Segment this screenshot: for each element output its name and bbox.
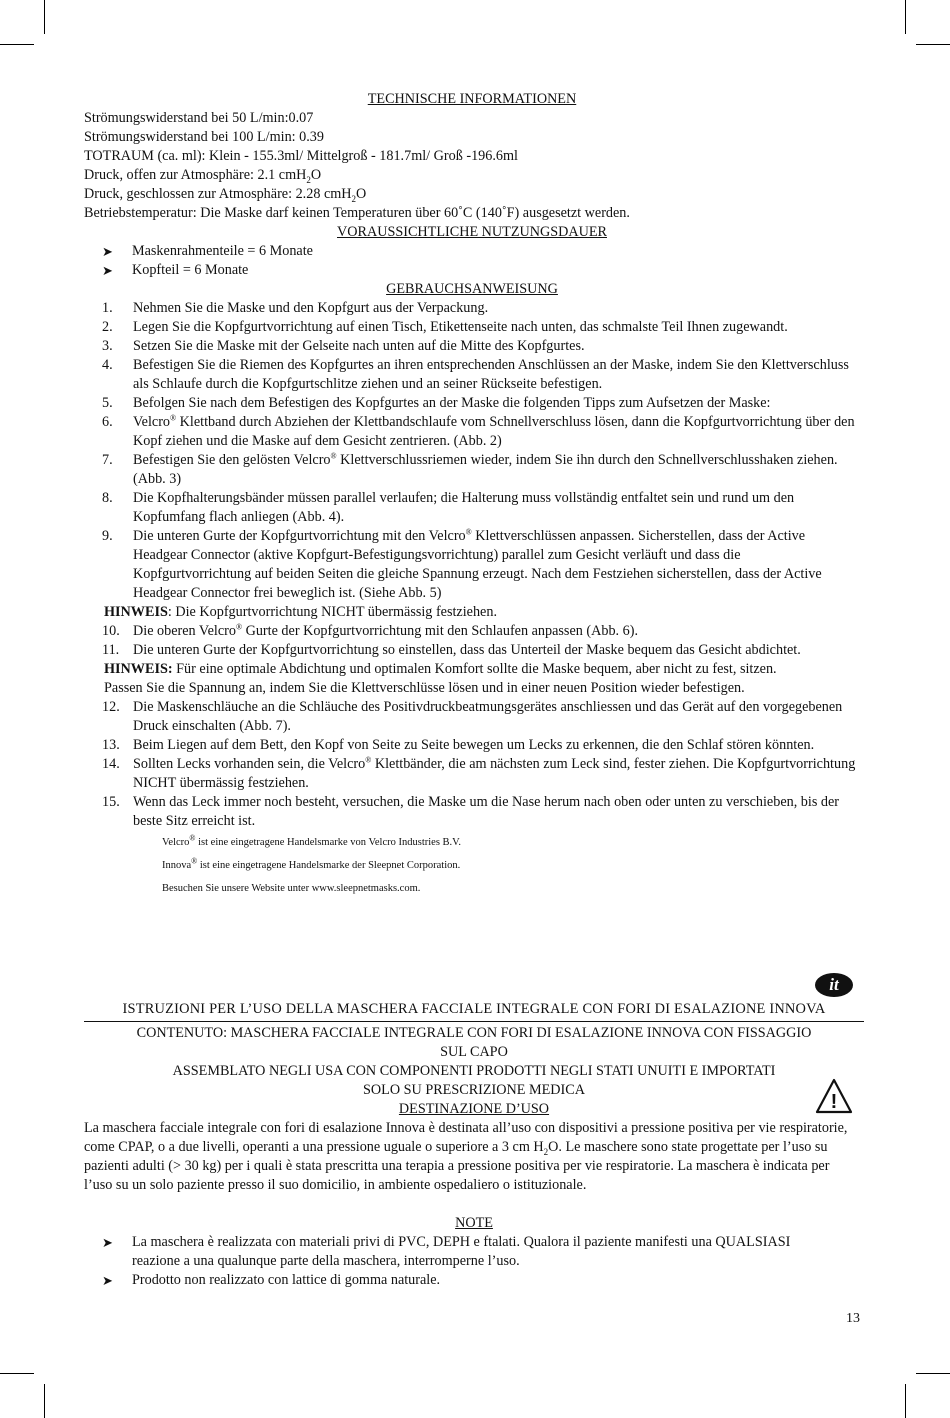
italian-section: [84, 1024, 864, 1290]
arrow-bullet-icon: ➤: [102, 1273, 113, 1288]
steps-list: [84, 622, 860, 660]
trademark-note: Velcro® ist eine eingetragene Handelsmarke von Velcro Industries B.V.: [162, 833, 462, 848]
step-item: 9. Die unteren Gurte der Kopfgurtvorrichtung mit den Velcro® Klettverschlüssen anpassen. Sicherstellen, dass der Active Headgear Connector (aktive Kopfgurt-Befestigungsvorrichtung) parallel zum Gesicht verläuft und dass die Kopfgurtvorrichtung auf beiden Seiten die gleiche Spannung erzeugt. Nach dem Festziehen sicherstellen, dass der Active Headgear Connector frei beweglich ist. (Siehe Abb. 5): [102, 527, 822, 601]
crop-mark: [0, 44, 34, 45]
crop-mark: [905, 0, 906, 34]
list-item: ➤ Kopfteil = 6 Monate: [102, 262, 249, 278]
pressure-open-line: Druck, offen zur Atmosphäre: 2.1 cmH$_2$O: [84, 167, 322, 185]
intended-use-paragraph: La maschera facciale integrale con fori di esalazione Innova è destinata all’uso con dispositivi a pressione positiva per vie respiratorie, come CPAP, o a due livelli, operanti a una pressione uguale o superiore a 3 cm $H_2O$. Le maschere sono state progettate per l’uso su pazienti adulti (> 30 kg) per i quali è stata prescritta una terapia a pressione positiva per vie respiratorie. La maschera è indicata per l’uso su un solo paziente presso il suo domicilio, in ambiente ospedaliero o istituzionale.: [84, 1120, 848, 1193]
pressure-closed-line: Druck, geschlossen zur Atmosphäre: 2.28 cmH$_2$O: [84, 186, 367, 204]
crop-mark: [44, 0, 45, 34]
prescription-line: SOLO SU PRESCRIZIONE MEDICA: [363, 1082, 585, 1098]
crop-mark: [916, 44, 950, 45]
tech-line: Strömungswiderstand bei 50 L/min:0.07: [84, 110, 314, 126]
trademark-note: Innova® ist eine eingetragene Handelsmarke der Sleepnet Corporation.: [162, 856, 461, 871]
step-item: 8. Die Kopfhalterungsbänder müssen parallel verlaufen; die Halterung muss vollständig entfaltet sein und rund um den Kopfumfang flach anliegen (Abb. 4).: [102, 490, 795, 525]
step-item: 10. Die oberen Velcro® Gurte der Kopfgurtvorrichtung mit den Schlaufen anpassen (Abb. 6).: [102, 622, 638, 639]
website-note: Besuchen Sie unsere Website unter www.sleepnetmasks.com.: [162, 883, 421, 894]
svg-text:!: !: [830, 1091, 838, 1113]
arrow-bullet-icon: ➤: [102, 1235, 113, 1250]
step-item: 13. Beim Liegen auf dem Bett, den Kopf von Seite zu Seite bewegen um Lecks zu erkennen, die den Schlaf stören könnten.: [102, 737, 815, 753]
step-item: 15. Wenn das Leck immer noch besteht, versuchen, die Maske um die Nase herum nach oben oder unten zu verschieben, bis der beste Sitz erreicht ist.: [102, 794, 840, 829]
crop-mark: [916, 1373, 950, 1374]
assembled-line: ASSEMBLATO NEGLI USA CON COMPONENTI PRODOTTI NEGLI STATI UNUITI E IMPORTATI: [172, 1063, 776, 1079]
temperature-line: Betriebstemperatur: Die Maske darf keinen Temperaturen über 60˚C (140˚F) ausgesetzt werden.: [84, 205, 630, 221]
hint-note: HINWEIS: Für eine optimale Abdichtung und optimalen Komfort sollte die Maske bequem, aber nicht zu fest, sitzen.: [104, 661, 777, 677]
usage-heading: GEBRAUCHSANWEISUNG: [386, 281, 558, 297]
hint-note: HINWEIS: Die Kopfgurtvorrichtung NICHT übermässig festziehen.: [104, 604, 497, 620]
arrow-bullet-icon: ➤: [102, 263, 113, 278]
page-number: 13: [846, 1311, 860, 1326]
tech-line: TOTRAUM (ca. ml): Klein - 155.3ml/ Mittelgroß - 181.7ml/ Groß -196.6ml: [84, 148, 518, 164]
warning-triangle-icon: [815, 1078, 853, 1114]
step-item: 2. Legen Sie die Kopfgurtvorrichtung auf einen Tisch, Etikettenseite nach unten, das schmalste Teil Ihnen zugewandt.: [102, 319, 788, 335]
tech-heading: TECHNISCHE INFORMATIONEN: [367, 91, 577, 107]
step-item: 4. Befestigen Sie die Riemen des Kopfgurtes an ihren entsprechenden Anschlüssen an der Maske, indem Sie den Klettverschluss als Schlaufe durch die Kopfgurtschlitze ziehen und an seiner Rückseite befestigen.: [102, 357, 849, 392]
life-list: [84, 242, 860, 280]
content-line: CONTENUTO: MASCHERA FACCIALE INTEGRALE CON FORI DI ESALAZIONE INNOVA CON FISSAGGIO: [136, 1025, 812, 1041]
notes-list: [84, 1233, 814, 1290]
intended-use-heading: DESTINAZIONE D’USO: [398, 1101, 550, 1117]
step-item: 3. Setzen Sie die Maske mit der Gelseite nach unten auf die Mitte des Kopfgurtes.: [102, 338, 585, 354]
step-item: 5. Befolgen Sie nach dem Befestigen des Kopfgurtes an der Maske die folgenden Tipps zum Aufsetzen der Maske:: [102, 395, 771, 411]
tech-line: Strömungswiderstand bei 100 L/min: 0.39: [84, 129, 324, 145]
life-heading: VORAUSSICHTLICHE NUTZUNGSDAUER: [337, 224, 607, 240]
german-section: [84, 90, 860, 900]
crop-mark: [0, 1373, 34, 1374]
arrow-bullet-icon: ➤: [102, 244, 113, 259]
hint-note-continued: Passen Sie die Spannung an, indem Sie die Klettverschlüsse lösen und in einer neuen Position wieder befestigen.: [104, 680, 745, 696]
steps-list: [84, 299, 860, 603]
list-item: ➤ La maschera è realizzata con materiali privi di PVC, DEPH e ftalati. Qualora il paziente manifesti una QUALSIASI reazione a una qualunque parte della maschera, interromperne l’uso.: [102, 1234, 791, 1269]
step-item: 14. Sollten Lecks vorhanden sein, die Velcro® Klettbänder, die am nächsten zum Leck sind, fester ziehen. Die Kopfgurtvorrichtung NICHT übermässig festziehen.: [102, 755, 856, 791]
crop-mark: [44, 1384, 45, 1418]
step-item: 7. Befestigen Sie den gelösten Velcro® Klettverschlussriemen wieder, indem Sie ihn durch den Schnellverschlusshaken ziehen. (Abb. 3): [102, 451, 838, 487]
list-item: ➤ Maskenrahmenteile = 6 Monate: [102, 243, 313, 259]
language-badge-it: it: [815, 973, 853, 997]
notes-heading: NOTE: [455, 1215, 493, 1231]
list-item: ➤ Prodotto non realizzato con lattice di gomma naturale.: [102, 1272, 441, 1288]
step-item: 11. Die unteren Gurte der Kopfgurtvorrichtung so einstellen, dass das Unterteil der Maske bequem das Gesicht abdichtet.: [102, 642, 801, 658]
content-line: SUL CAPO: [440, 1044, 508, 1060]
steps-list: [84, 698, 860, 831]
italian-title: ISTRUZIONI PER L’USO DELLA MASCHERA FACCIALE INTEGRALE CON FORI DI ESALAZIONE INNOVA: [84, 1000, 864, 1022]
step-item: 1. Nehmen Sie die Maske und den Kopfgurt aus der Verpackung.: [102, 300, 489, 316]
step-item: 12. Die Maskenschläuche an die Schläuche des Positivdruckbeatmungsgerätes anschliessen und das Gerät auf den vorgegebenen Druck einschalten (Abb. 7).: [102, 699, 843, 734]
step-item: 6. Velcro® Klettband durch Abziehen der Klettbandschlaufe vom Schnellverschluss lösen, dann die Kopfgurtvorrichtung über den Kopf ziehen und die Maske auf dem Gesicht zentrieren. (Abb. 2): [102, 413, 855, 449]
crop-mark: [905, 1384, 906, 1418]
